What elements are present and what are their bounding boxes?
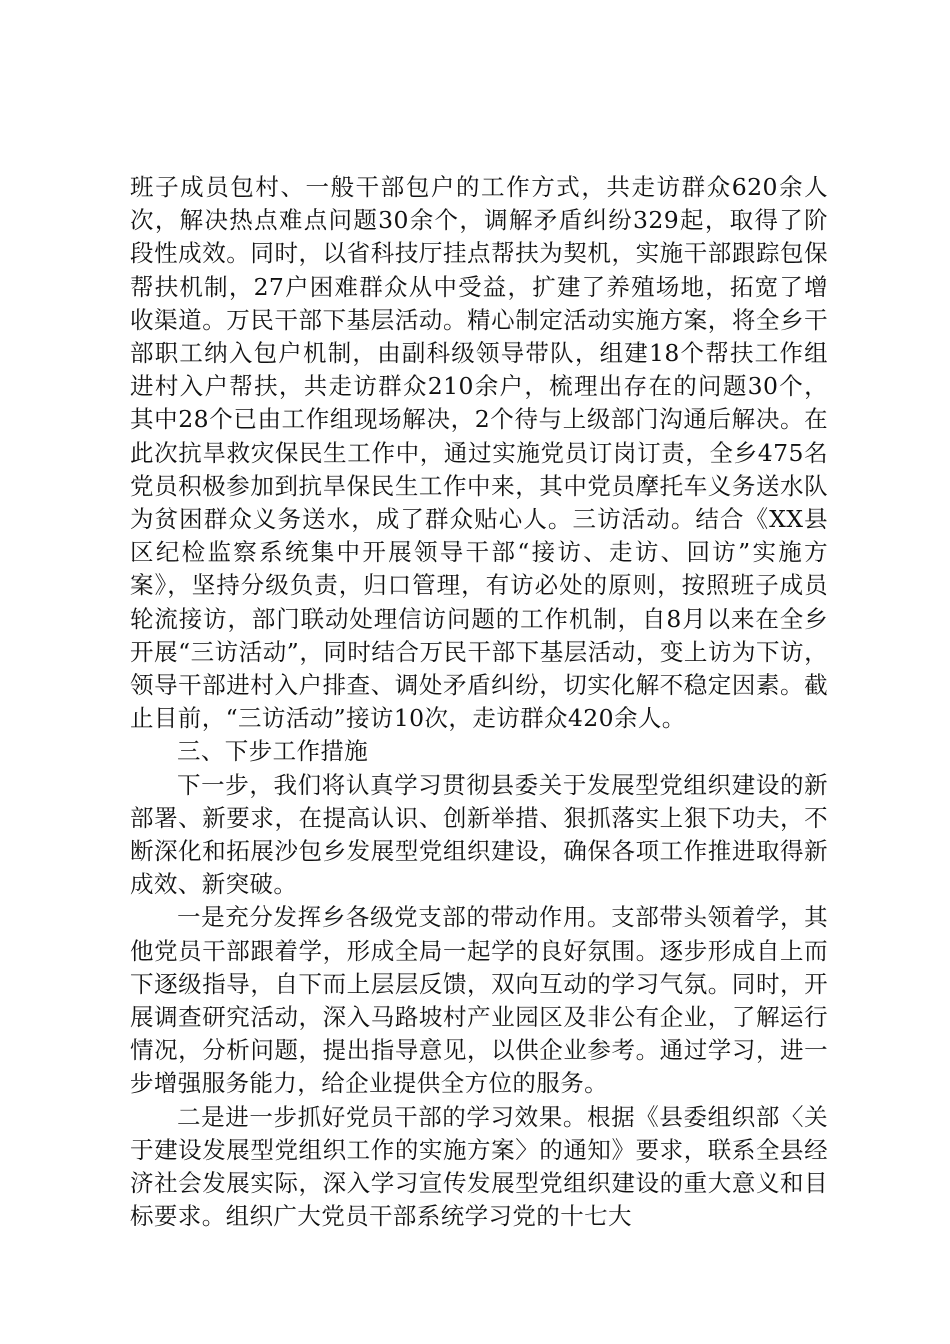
document-body [130, 171, 828, 1234]
section-heading-next-steps: 三、下步工作措施 [177, 737, 369, 766]
paragraph-next-steps-intro: 下一步，我们将认真学习贯彻县委关于发展型党组织建设的新部署、新要求，在提高认识、创新举措、狠抓落实上狠下功夫，不断深化和拓展沙包乡发展型党组织建设，确保各项工作推进取得新成效、新突破。 [130, 770, 828, 899]
paragraph-measure-two: 二是进一步抓好党员干部的学习效果。根据《县委组织部〈关于建设发展型党组织工作的实施方案〉的通知》要求，联系全县经济社会发展实际，深入学习宣传发展型党组织建设的重大意义和目标要求。组织广大党员干部系统学习党的十七大 [130, 1102, 828, 1231]
paragraph-activities-summary: 班子成员包村、一般干部包户的工作方式，共走访群众620余人次，解决热点难点问题30余个，调解矛盾纠纷329起，取得了阶段性成效。同时，以省科技厅挂点帮扶为契机，实施干部跟踪包保帮扶机制，27户困难群众从中受益，扩建了养殖场地，拓宽了增收渠道。万民干部下基层活动。精心制定活动实施方案，将全乡干部职工纳入包户机制，由副科级领导带队，组建18个帮扶工作组进村入户帮扶，共走访群众210余户，梳理出存在的问题30个，其中28个已由工作组现场解决，2个待与上级部门沟通后解决。在此次抗旱救灾保民生工作中，通过实施党员订岗订责，全乡475名党员积极参加到抗旱保民生工作中来，其中党员摩托车义务送水队为贫困群众义务送水，成了群众贴心人。三访活动。结合《XX县区纪检监察系统集中开展领导干部“接访、走访、回访”实施方案》，坚持分级负责，归口管理，有访必处的原则，按照班子成员轮流接访，部门联动处理信访问题的工作机制，自8月以来在全乡开展“三访活动”，同时结合万民干部下基层活动，变上访为下访，领导干部进村入户排查、调处矛盾纠纷，切实化解不稳定因素。截止目前，“三访活动”接访10次，走访群众420余人。 [130, 173, 828, 733]
paragraph-measure-one: 一是充分发挥乡各级党支部的带动作用。支部带头领着学，其他党员干部跟着学，形成全局一起学的良好氛围。逐步形成自上而下逐级指导，自下而上层层反馈，双向互动的学习气氛。同时，开展调查研究活动，深入马路坡村产业园区及非公有企业，了解运行情况，分析问题，提出指导意见，以供企业参考。通过学习，进一步增强服务能力，给企业提供全方位的服务。 [130, 903, 828, 1098]
